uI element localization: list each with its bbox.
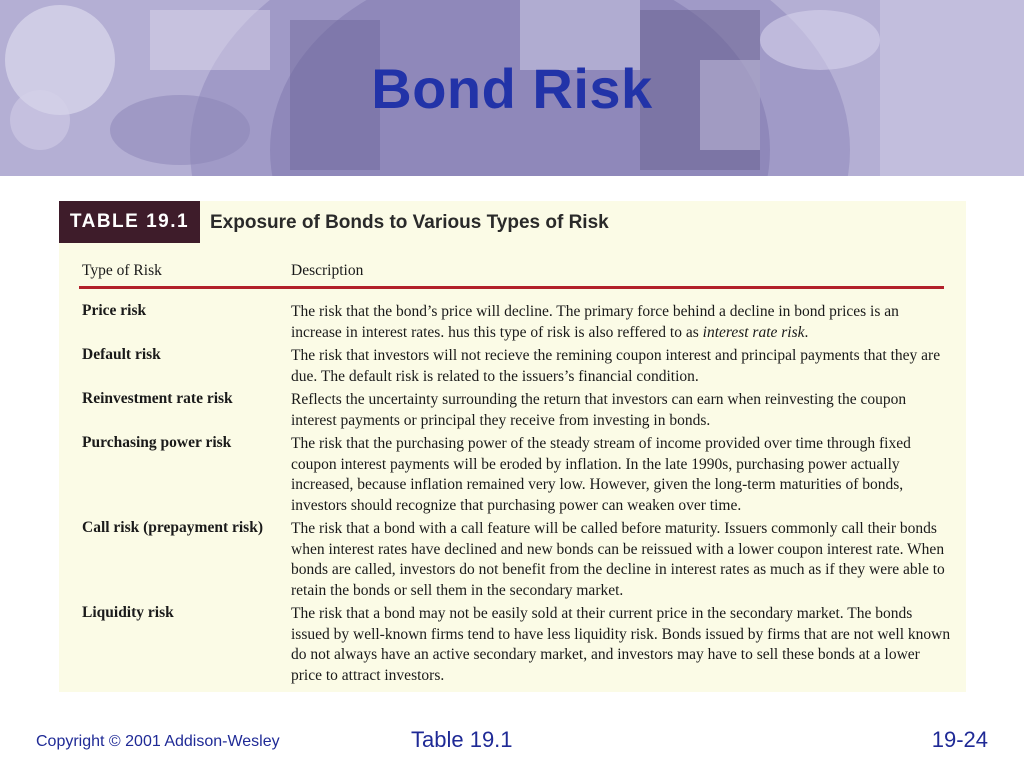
- slide-subtitle: Table 19.1: [411, 727, 513, 752]
- header-banner: [0, 0, 1024, 176]
- copyright-notice: Copyright © 2001 Addison-Wesley: [36, 733, 280, 750]
- risk-description-cell: The risk that investors will not recieve the remining coupon interest and principal payments that they are due. The default risk is related to the issuers’s financial condition.: [291, 347, 941, 385]
- column-header-type: Type of Risk: [82, 262, 162, 279]
- column-header-description: Description: [291, 262, 364, 279]
- description-emphasis: interest rate risk: [702, 323, 805, 341]
- table-number-tag: TABLE 19.1: [59, 201, 200, 243]
- risk-description-cell: The risk that a bond with a call feature will be called before maturity. Issuers commonly call their bonds when interest rates have declined and new bonds can be reissued with a lower coupon interest rate. When bonds are called, investors do not benefit from the decline in interest rates as much as if they were able to retain the bonds or sell them in the secondary market.: [291, 520, 945, 599]
- header-divider: [79, 286, 944, 289]
- slide-title: Bond Risk: [371, 57, 653, 120]
- risk-description-cell: The risk that the purchasing power of the steady stream of income provided over time through fixed coupon interest payments will be eroded by inflation. In the late 1990s, purchasing power actually increased, because inflation remained very low. However, given the long-term maturities of bonds, investors should recognize that purchasing power can weaken over time.: [291, 435, 911, 514]
- table-body: [59, 302, 966, 689]
- risk-table: [59, 201, 966, 692]
- table-row: [59, 390, 966, 431]
- slide-number: 19-24: [931, 727, 988, 752]
- description-text: The risk that the bond’s price will decline. The primary force behind a decline in bond prices is an increase in interest rates. hus this type of risk is also reffered to as: [291, 303, 899, 341]
- description-text-end: .: [804, 323, 809, 341]
- table-row: [59, 519, 966, 601]
- risk-type-cell: Price risk: [82, 302, 147, 319]
- table-row: [59, 302, 966, 343]
- table-row: [59, 346, 966, 387]
- risk-type-cell: Reinvestment rate risk: [82, 390, 233, 407]
- risk-description-cell: The risk that a bond may not be easily sold at their current price in the secondary market. The bonds issued by well-known firms tend to have less liquidity risk. Bonds issued by firms that are not well known do not always have an active secondary market, and investors may have to sell these bonds at a lower price to attract investors.: [291, 605, 951, 684]
- table-row: [59, 604, 966, 686]
- risk-description-cell: [291, 302, 951, 343]
- table-row: [59, 434, 966, 516]
- risk-type-cell: Default risk: [82, 346, 161, 363]
- table-caption: Exposure of Bonds to Various Types of Risk: [210, 212, 609, 233]
- risk-description-cell: Reflects the uncertainty surrounding the return that investors can earn when reinvesting the coupon interest payments or principal they receive from investing in bonds.: [291, 391, 907, 429]
- risk-type-cell: Call risk (prepayment risk): [82, 519, 263, 536]
- risk-type-cell: Liquidity risk: [82, 604, 174, 621]
- risk-type-cell: Purchasing power risk: [82, 434, 232, 451]
